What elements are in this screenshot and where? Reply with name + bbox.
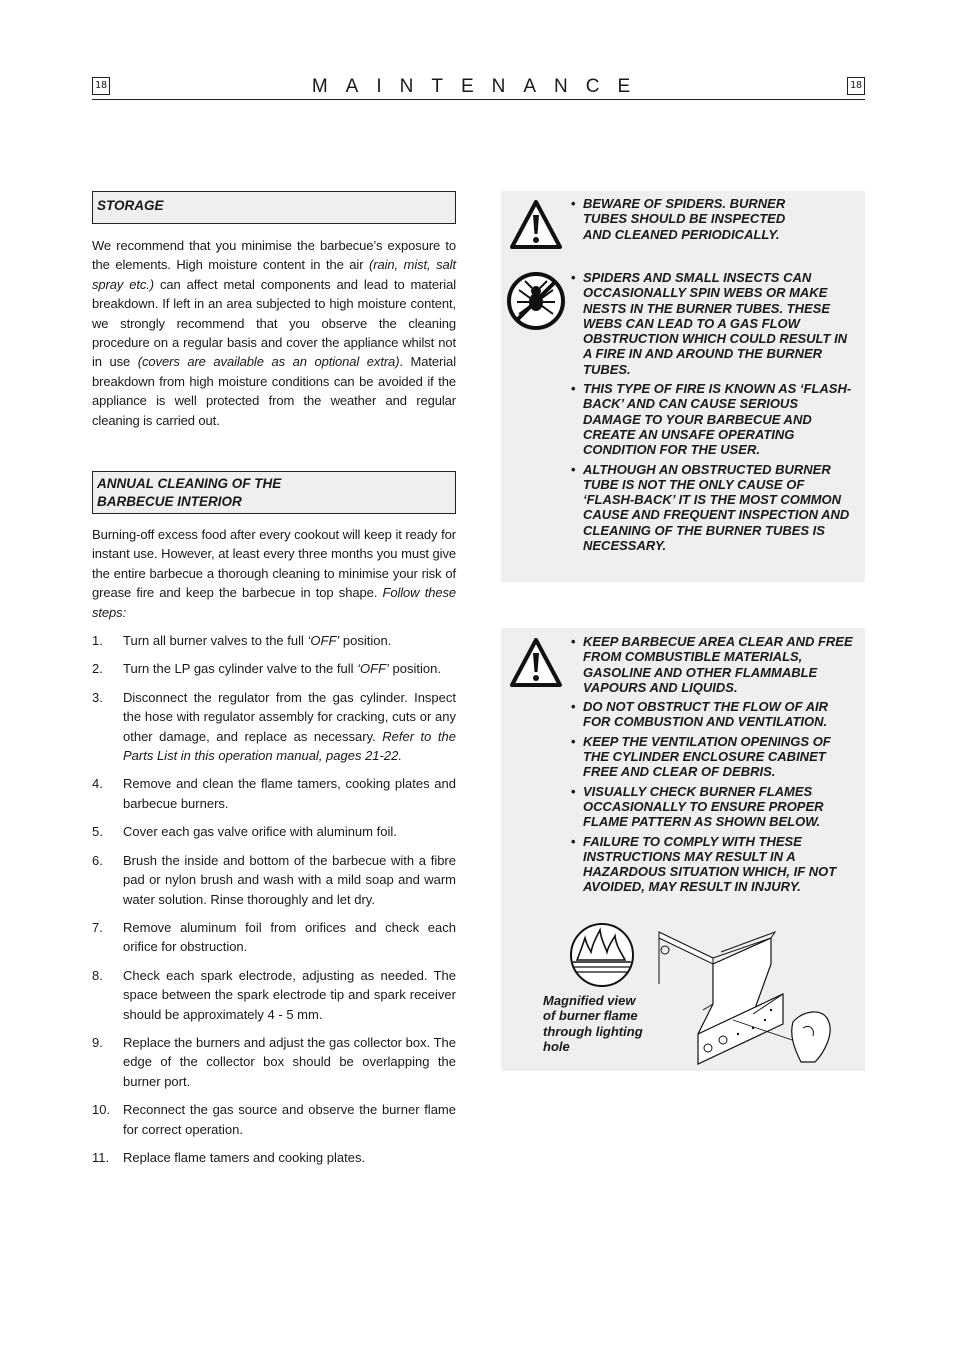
warning-item (571, 734, 859, 780)
bullet: • (571, 270, 576, 285)
warning-text: VISUALLY CHECK BURNER FLAMES OCCASIONALLY TO ENSURE PROPER FLAME PATTERN AS SHOWN BELOW. (583, 783, 824, 830)
warning-item (571, 196, 859, 242)
barbecue-illustration (653, 924, 848, 1066)
step-item (92, 1100, 456, 1139)
step-text-plain: Cover each gas valve orifice with aluminum foil. (123, 824, 397, 840)
caption-line-2: of burner flame (543, 1008, 638, 1024)
step-text-plain: Reconnect the gas source and observe the burner flame for correct operation. (123, 1102, 456, 1137)
step-item (92, 659, 456, 678)
step-text (123, 688, 456, 766)
warning-triangle-icon (501, 634, 571, 899)
warning-item (571, 784, 859, 830)
step-item (92, 774, 456, 813)
flame-caption (543, 993, 673, 1054)
step-text-italic: ‘OFF’ (357, 661, 389, 677)
step-number: 1. (92, 633, 103, 649)
bullet: • (571, 833, 576, 849)
annual-intro-text: Burning-off excess food after every cookout will keep it ready for instant use. However, at least every three months you must give the entire barbecue a thorough cleaning to minimise your risk of grease fire and keep the barbecue in top shape. (92, 527, 456, 601)
page-number-left: 18 (92, 77, 110, 95)
warning-text: ALTHOUGH AN OBSTRUCTED BURNER TUBE IS NOT THE ONLY CAUSE OF ‘FLASH-BACK’ IT IS THE MOST COMMON CAUSE AND FREQUENT INSPECTION AND CLEANING OF THE BURNER TUBES IS NECESSARY. (583, 461, 850, 554)
step-text (123, 822, 456, 841)
bullet: • (571, 461, 576, 477)
step-item (92, 1033, 456, 1091)
storage-text-3: . Material breakdown from high moisture conditions can be avoided if the appliance is well protected from the weather and regular cleaning is carried out. (92, 354, 456, 428)
step-text-plain: Turn all burner valves to the full (123, 633, 308, 649)
warning-text: BEWARE OF SPIDERS. BURNER TUBES SHOULD BE INSPECTED AND CLEANED PERIODICALLY. (583, 196, 786, 242)
header-rule (92, 99, 865, 100)
page-number-right: 18 (847, 77, 865, 95)
magnified-flame-icon (567, 922, 637, 988)
step-text-plain: Remove aluminum foil from orifices and check each orifice for obstruction. (123, 919, 456, 955)
step-text (123, 659, 456, 678)
step-number: 10. (92, 1102, 111, 1118)
step-text (123, 918, 456, 957)
warning-item (571, 699, 859, 730)
warning-item (571, 381, 859, 457)
annual-intro-italic: Follow these steps: (92, 585, 456, 620)
annual-heading-line-1: ANNUAL CLEANING OF THE (97, 476, 282, 491)
warning-text: THIS TYPE OF FIRE IS KNOWN AS ‘FLASH-BACK’ AND CAN CAUSE SERIOUS DAMAGE TO YOUR BARBECUE AND CREATE AN UNSAFE OPERATING CONDITION FOR THE USER. (583, 381, 852, 458)
annual-cleaning-section (92, 471, 456, 1176)
warning-text: FAILURE TO COMPLY WITH THESE INSTRUCTIONS MAY RESULT IN A HAZARDOUS SITUATION WHICH, IF NOT AVOIDED, MAY RESULT IN INJURY. (583, 833, 837, 895)
caption-line-1: Magnified view (543, 993, 636, 1008)
annual-cleaning-heading (92, 471, 456, 514)
warning-text: KEEP BARBECUE AREA CLEAR AND FREE FROM COMBUSTIBLE MATERIALS, GASOLINE AND OTHER FLAMMABLE VAPOURS AND LIQUIDS. (583, 634, 853, 695)
step-text-plain: Turn the LP gas cylinder valve to the full (123, 661, 358, 677)
step-item (92, 851, 456, 909)
storage-paragraph (92, 236, 456, 430)
page-title: MAINTENANCE (311, 76, 649, 97)
bullet: • (571, 634, 576, 649)
step-number: 4. (92, 776, 103, 792)
no-spider-icon (501, 270, 571, 557)
bullet: • (571, 381, 576, 397)
bullet: • (571, 783, 576, 799)
step-item (92, 822, 456, 841)
warning-item (571, 834, 859, 895)
step-text-plain: Brush the inside and bottom of the barbecue with a fibre pad or nylon brush and wash with a mild soap and warm water solution. Rinse thoroughly and let dry. (123, 852, 456, 907)
bullet: • (571, 733, 576, 749)
bullet: • (571, 196, 576, 211)
step-text-plain: Check each spark electrode, adjusting as needed. The space between the spark electrode tip and spark receiver should be approximately 4 - 5 mm. (123, 967, 456, 1022)
step-text (123, 1033, 456, 1091)
step-item (92, 631, 456, 650)
step-text-plain: Disconnect the regulator from the gas cylinder. Inspect the hose with regulator assembly for cracking, cuts or any other damage, and replace as necessary. (123, 689, 456, 744)
caption-line-4: hole (543, 1038, 570, 1054)
warning-panel-area (501, 628, 865, 1071)
storage-text-italic-2: (covers are available as an optional extra) (137, 354, 400, 370)
storage-text-1: We recommend that you minimise the barbecue’s exposure to the elements. High moisture content in the air (92, 238, 456, 273)
step-item (92, 688, 456, 766)
step-text (123, 1148, 456, 1167)
storage-section (92, 191, 456, 430)
storage-heading (92, 191, 456, 224)
step-number: 3. (92, 689, 103, 705)
step-number: 6. (92, 852, 103, 868)
step-text (123, 851, 456, 909)
step-text (123, 631, 456, 650)
warning-text: SPIDERS AND SMALL INSECTS CAN OCCASIONALLY SPIN WEBS OR MAKE NESTS IN THE BURNER TUBES. THESE WEBS CAN LEAD TO A GAS FLOW OBSTRUCTION WHICH COULD RESULT IN A FIRE IN AND AROUND THE BURNER TUBES. (583, 270, 848, 377)
step-number: 7. (92, 919, 103, 935)
step-text-plain: Replace flame tamers and cooking plates. (123, 1149, 366, 1165)
annual-heading-line-2: BARBECUE INTERIOR (97, 494, 242, 509)
step-number: 9. (92, 1034, 103, 1050)
storage-text-italic-1: (rain, mist, salt spray etc.) (92, 257, 456, 292)
warning-panel-spiders (501, 191, 865, 582)
cleaning-steps-list (92, 631, 456, 1167)
step-number: 8. (92, 967, 103, 983)
caption-line-3: through lighting (543, 1023, 643, 1039)
step-number: 11. (92, 1149, 110, 1165)
warning-text: DO NOT OBSTRUCT THE FLOW OF AIR FOR COMBUSTION AND VENTILATION. (583, 699, 829, 730)
step-text-trailing: position. (339, 633, 392, 649)
storage-heading-text: STORAGE (97, 198, 164, 213)
step-number: 2. (92, 661, 103, 677)
storage-text-2: can affect metal components and lead to material breakdown. If left in an area subjected to high moisture content, we strongly recommend that you observe the cleaning procedure on a regular basis and cover the appliance whilst not in use (92, 276, 456, 370)
step-text (123, 1100, 456, 1139)
warning-item (571, 270, 859, 377)
warning-item (571, 462, 859, 554)
warning-item (571, 634, 859, 695)
step-number: 5. (92, 824, 103, 840)
step-item (92, 918, 456, 957)
step-text-italic: Refer to the Parts List in this operation manual, pages 21-22. (123, 728, 456, 764)
step-text-plain: Replace the burners and adjust the gas collector box. The edge of the collector box should be overlapping the burner port. (123, 1034, 456, 1089)
step-text-plain: Remove and clean the flame tamers, cooking plates and barbecue burners. (123, 776, 456, 811)
warning-text: KEEP THE VENTILATION OPENINGS OF THE CYLINDER ENCLOSURE CABINET FREE AND CLEAR OF DEBRIS. (583, 733, 831, 780)
annual-intro (92, 525, 456, 622)
step-item (92, 966, 456, 1024)
step-text-trailing: position. (388, 661, 441, 677)
step-text-italic: ‘OFF’ (307, 633, 340, 649)
step-item (92, 1148, 456, 1167)
step-text (123, 774, 456, 813)
bullet: • (571, 699, 576, 715)
warning-triangle-icon (501, 196, 571, 251)
step-text (123, 966, 456, 1024)
